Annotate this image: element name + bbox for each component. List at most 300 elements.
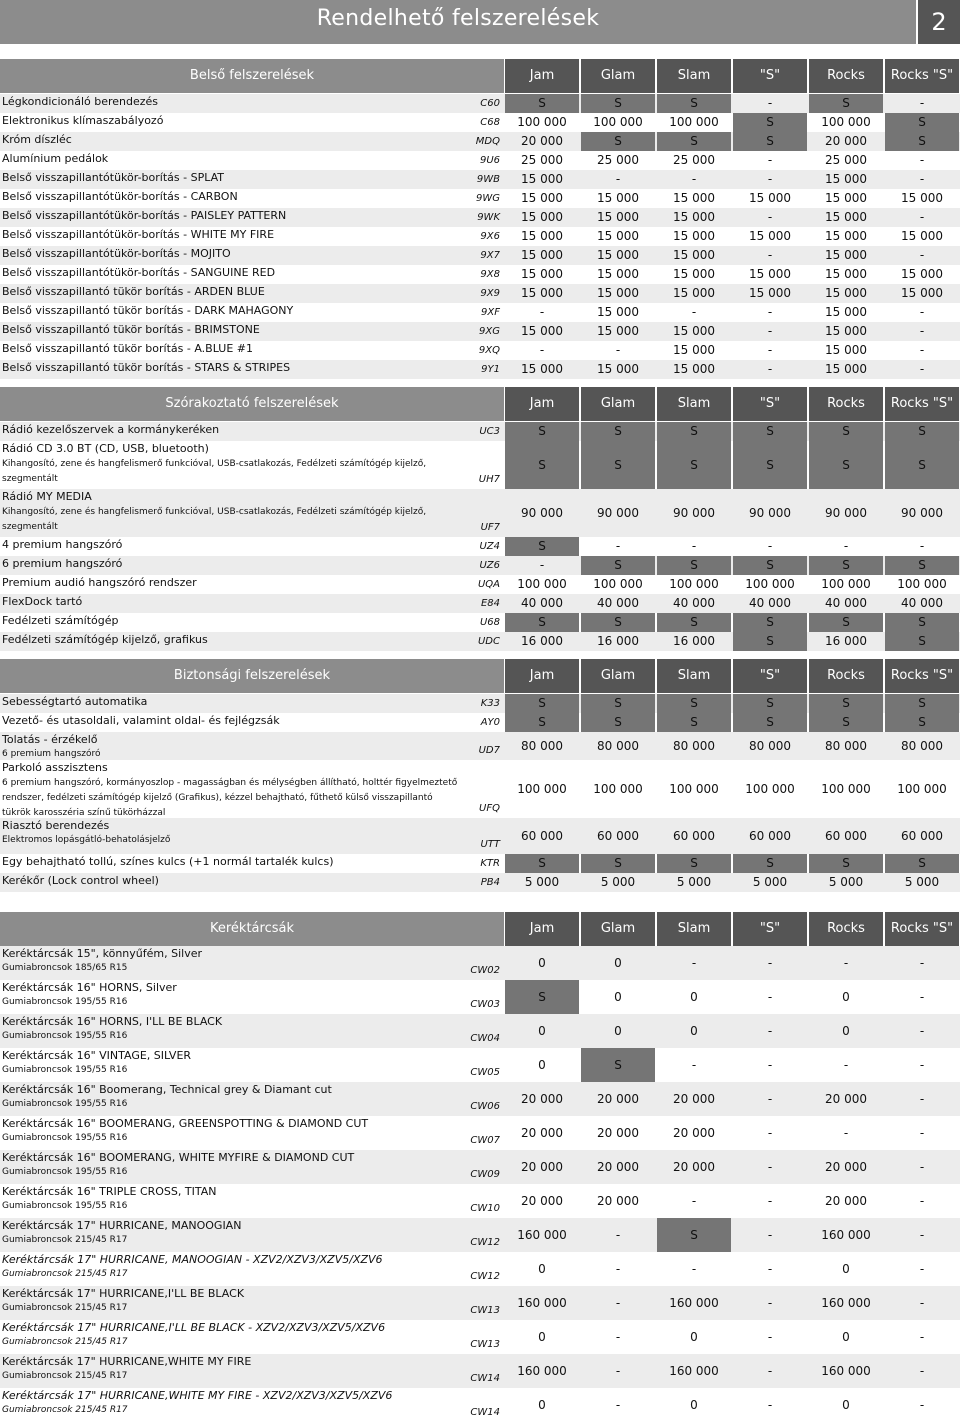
price-cell: - — [539, 305, 545, 319]
row-label: Rádió kezelőszervek a kormánykeréken — [2, 423, 220, 436]
table-row — [0, 732, 960, 760]
price-cell: - — [767, 324, 773, 338]
price-cell: - — [919, 1092, 925, 1106]
table-row — [0, 208, 960, 227]
price-cell: 20 000 — [521, 1092, 563, 1106]
price-cell: 160 000 — [517, 1228, 567, 1242]
table-row — [0, 341, 960, 360]
price-cell: 80 000 — [749, 739, 791, 753]
price-cell: S — [885, 854, 959, 873]
price-cell: - — [615, 1262, 621, 1276]
table-row — [0, 1218, 960, 1252]
price-cell: S — [581, 713, 655, 732]
row-sublabel: Gumiabroncsok 195/55 R16 — [2, 1065, 128, 1075]
option-code: 9X9 — [480, 288, 500, 299]
table-row — [0, 422, 960, 441]
price-cell: 15 000 — [597, 362, 639, 376]
price-cell: - — [767, 305, 773, 319]
row-sublabel: Gumiabroncsok 195/55 R16 — [2, 1133, 128, 1143]
table-row — [0, 694, 960, 713]
row-label: Belső visszapillantótükör-borítás - SPLAT — [2, 171, 224, 184]
option-code: CW13 — [470, 1305, 500, 1316]
price-cell: 25 000 — [825, 153, 867, 167]
price-cell: - — [615, 1398, 621, 1412]
price-cell: S — [885, 713, 959, 732]
option-code: CW14 — [470, 1407, 500, 1418]
price-cell: 40 000 — [673, 596, 715, 610]
table-row — [0, 1082, 960, 1116]
price-cell: 16 000 — [825, 634, 867, 648]
row-label: Fedélzeti számítógép kijelző, grafikus — [2, 633, 208, 646]
price-cell: 15 000 — [901, 191, 943, 205]
price-cell: S — [657, 1218, 731, 1252]
column-header: Rocks — [809, 659, 883, 693]
price-cell: 15 000 — [521, 229, 563, 243]
price-cell: 100 000 — [593, 782, 643, 796]
price-cell: 5 000 — [904, 875, 940, 889]
price-cell: S — [505, 694, 579, 713]
option-code: C60 — [480, 98, 500, 109]
row-sublabel: Gumiabroncsok 195/55 R16 — [2, 997, 128, 1007]
table-row — [0, 322, 960, 341]
table-row — [0, 873, 960, 892]
option-code: PB4 — [480, 877, 500, 888]
row-label: Belső visszapillantó tükör borítás - A.BLUE #1 — [2, 342, 253, 355]
price-cell: - — [843, 1058, 849, 1072]
price-cell: 0 — [842, 1398, 850, 1412]
price-cell: S — [581, 132, 655, 151]
table-row — [0, 556, 960, 575]
column-header: Rocks "S" — [885, 59, 959, 93]
price-cell: 160 000 — [517, 1364, 567, 1378]
page-number: 2 — [918, 0, 960, 44]
option-code: CW03 — [470, 999, 500, 1010]
price-cell: 20 000 — [825, 1160, 867, 1174]
column-header: Jam — [505, 387, 579, 421]
option-code: CW05 — [470, 1067, 500, 1078]
price-cell: 40 000 — [521, 596, 563, 610]
column-header: Rocks "S" — [885, 912, 959, 946]
price-cell: - — [691, 539, 697, 553]
table-row — [0, 613, 960, 632]
price-cell: 15 000 — [749, 267, 791, 281]
price-cell: 15 000 — [673, 343, 715, 357]
price-cell: 90 000 — [521, 506, 563, 520]
price-cell: 15 000 — [673, 267, 715, 281]
price-cell: 16 000 — [673, 634, 715, 648]
column-header: Glam — [581, 59, 655, 93]
price-cell: 20 000 — [825, 1092, 867, 1106]
price-cell: 20 000 — [521, 1194, 563, 1208]
price-cell: - — [843, 956, 849, 970]
price-cell: - — [919, 539, 925, 553]
price-cell: 20 000 — [673, 1160, 715, 1174]
column-header: Jam — [505, 659, 579, 693]
price-cell: 20 000 — [521, 134, 563, 148]
price-cell: 40 000 — [825, 596, 867, 610]
row-sublabel: Gumiabroncsok 195/55 R16 — [2, 1031, 128, 1041]
price-cell: 0 — [842, 1262, 850, 1276]
price-cell: 0 — [538, 1058, 546, 1072]
table-row — [0, 265, 960, 284]
row-label: Premium audió hangszóró rendszer — [2, 576, 197, 589]
price-cell: - — [767, 362, 773, 376]
title-bar — [0, 0, 916, 44]
price-cell: - — [919, 1126, 925, 1140]
option-code: UTT — [480, 839, 500, 850]
price-cell: 20 000 — [521, 1126, 563, 1140]
option-code: CW02 — [470, 965, 500, 976]
price-cell: - — [691, 172, 697, 186]
price-cell: 100 000 — [517, 782, 567, 796]
price-cell: S — [809, 556, 883, 575]
section-header — [0, 912, 960, 946]
price-cell: 15 000 — [597, 286, 639, 300]
price-cell: 40 000 — [901, 596, 943, 610]
price-cell: S — [733, 441, 807, 489]
row-sublabel: Gumiabroncsok 215/45 R17 — [2, 1337, 128, 1347]
column-header: Rocks "S" — [885, 659, 959, 693]
price-cell: S — [885, 694, 959, 713]
price-cell: 15 000 — [825, 267, 867, 281]
price-cell: 100 000 — [669, 115, 719, 129]
price-cell: - — [767, 539, 773, 553]
price-cell: S — [885, 613, 959, 632]
price-cell: 15 000 — [521, 286, 563, 300]
row-label: Belső visszapillantó tükör borítás - DARK MAHAGONY — [2, 304, 294, 317]
option-code: E84 — [480, 598, 500, 609]
price-cell: 100 000 — [897, 577, 947, 591]
table-row — [0, 1048, 960, 1082]
option-code: 9WG — [476, 193, 500, 204]
row-sublabel: Gumiabroncsok 215/45 R17 — [2, 1269, 128, 1279]
row-sublabel: Gumiabroncsok 195/55 R16 — [2, 1099, 128, 1109]
row-label: Belső visszapillantótükör-borítás - WHITE MY FIRE — [2, 228, 275, 241]
option-code: CW07 — [470, 1135, 500, 1146]
price-cell: 90 000 — [673, 506, 715, 520]
row-label: Fedélzeti számítógép — [2, 614, 119, 627]
row-label: Légkondicionáló berendezés — [2, 95, 159, 108]
price-cell: 60 000 — [749, 829, 791, 843]
table-row — [0, 489, 960, 537]
row-label: Belső visszapillantó tükör borítás - BRIMSTONE — [2, 323, 260, 336]
price-cell: 20 000 — [825, 134, 867, 148]
price-cell: 25 000 — [597, 153, 639, 167]
price-cell: 15 000 — [597, 191, 639, 205]
option-code: 9XF — [481, 307, 500, 318]
row-label: Rádió CD 3.0 BT (CD, USB, bluetooth) — [2, 442, 209, 455]
price-cell: - — [919, 1330, 925, 1344]
row-label: Keréktárcsák 16" VINTAGE, SILVER — [2, 1049, 192, 1062]
price-cell: S — [657, 613, 731, 632]
row-sublabel: Elektromos lopásgátló-behatolásjelző — [2, 835, 171, 845]
price-cell: 15 000 — [673, 248, 715, 262]
price-cell: - — [615, 172, 621, 186]
price-cell: 15 000 — [901, 267, 943, 281]
price-cell: 15 000 — [825, 286, 867, 300]
price-cell: 90 000 — [825, 506, 867, 520]
price-cell: - — [615, 343, 621, 357]
option-code: AY0 — [480, 717, 500, 728]
option-code: 9WK — [477, 212, 500, 223]
row-label: Belső visszapillantó tükör borítás - STARS & STRIPES — [2, 361, 291, 374]
price-cell: 15 000 — [597, 305, 639, 319]
option-code: UQA — [477, 579, 500, 590]
price-cell: S — [581, 94, 655, 113]
section-title: Szórakoztató felszerelések — [0, 387, 504, 421]
price-cell: - — [767, 1058, 773, 1072]
row-label: Belső visszapillantótükör-borítás - PAISLEY PATTERN — [2, 209, 287, 222]
price-cell: - — [691, 956, 697, 970]
row-label: Keréktárcsák 16" BOOMERANG, GREENSPOTTING & DIAMOND CUT — [2, 1117, 369, 1130]
row-label: Keréktárcsák 16" BOOMERANG, WHITE MYFIRE & DIAMOND CUT — [2, 1151, 355, 1164]
price-cell: - — [919, 248, 925, 262]
price-cell: S — [809, 94, 883, 113]
price-cell: - — [843, 1126, 849, 1140]
option-code: UF7 — [480, 522, 500, 533]
price-cell: 15 000 — [825, 229, 867, 243]
row-label: Belső visszapillantótükör-borítás - MOJITO — [2, 247, 231, 260]
price-cell: 20 000 — [521, 1160, 563, 1174]
price-cell: 0 — [690, 990, 698, 1004]
table-row — [0, 1184, 960, 1218]
price-cell: 90 000 — [749, 506, 791, 520]
price-cell: - — [691, 1194, 697, 1208]
table-row — [0, 132, 960, 151]
row-label: Keréktárcsák 17" HURRICANE,I'LL BE BLACK - XZV2/XZV3/XZV5/XZV6 — [2, 1321, 386, 1334]
price-cell: S — [505, 537, 579, 556]
price-cell: 0 — [538, 1398, 546, 1412]
price-cell: 15 000 — [825, 248, 867, 262]
price-cell: 20 000 — [673, 1126, 715, 1140]
row-label: Keréktárcsák 16" TRIPLE CROSS, TITAN — [2, 1185, 217, 1198]
row-label: Tolatás - érzékelő — [2, 733, 98, 746]
price-cell: S — [657, 854, 731, 873]
price-cell: 5 000 — [524, 875, 560, 889]
table-row — [0, 360, 960, 379]
price-cell: - — [767, 1126, 773, 1140]
option-code: CW09 — [470, 1169, 500, 1180]
price-cell: 100 000 — [593, 115, 643, 129]
price-cell: 40 000 — [749, 596, 791, 610]
price-cell: - — [767, 1330, 773, 1344]
price-cell: S — [581, 694, 655, 713]
price-cell: - — [767, 956, 773, 970]
price-cell: 16 000 — [521, 634, 563, 648]
page-title: Rendelhető felszerelések — [316, 6, 600, 31]
price-cell: 15 000 — [825, 191, 867, 205]
table-row — [0, 713, 960, 732]
table-row — [0, 594, 960, 613]
table-row — [0, 1014, 960, 1048]
row-sublabel: Gumiabroncsok 195/55 R16 — [2, 1167, 128, 1177]
price-cell: - — [767, 153, 773, 167]
price-cell: 160 000 — [517, 1296, 567, 1310]
price-cell: 0 — [614, 990, 622, 1004]
price-cell: S — [505, 613, 579, 632]
price-cell: S — [657, 556, 731, 575]
column-header: Slam — [657, 59, 731, 93]
price-cell: 160 000 — [669, 1296, 719, 1310]
row-sublabel: Gumiabroncsok 215/45 R17 — [2, 1303, 128, 1313]
price-cell: 80 000 — [901, 739, 943, 753]
price-cell: 100 000 — [669, 782, 719, 796]
row-sublabel: 6 premium hangszóró — [2, 749, 101, 759]
row-label: Elektronikus klímaszabályozó — [2, 114, 164, 127]
table-row — [0, 1320, 960, 1354]
price-cell: - — [539, 558, 545, 572]
price-cell: 16 000 — [597, 634, 639, 648]
table-row — [0, 227, 960, 246]
option-code: 9XG — [479, 326, 500, 337]
column-header: Rocks "S" — [885, 387, 959, 421]
price-cell: 100 000 — [897, 782, 947, 796]
row-label: Rádió MY MEDIA — [2, 490, 92, 503]
price-cell: S — [733, 613, 807, 632]
table-row — [0, 1150, 960, 1184]
price-cell: - — [919, 305, 925, 319]
table-row — [0, 575, 960, 594]
price-cell: - — [919, 362, 925, 376]
price-cell: S — [657, 422, 731, 441]
price-cell: 0 — [614, 956, 622, 970]
row-label: 4 premium hangszóró — [2, 538, 123, 551]
option-code: UC3 — [479, 426, 500, 437]
row-sublabel: Kihangosító, zene és hangfelismerő funkcióval, USB-csatlakozás, Fedélzeti számítógép kijelző, szegmentált — [2, 507, 427, 532]
price-cell: - — [919, 956, 925, 970]
price-cell: S — [581, 556, 655, 575]
price-cell: S — [505, 441, 579, 489]
price-cell: 15 000 — [597, 267, 639, 281]
price-cell: 20 000 — [597, 1194, 639, 1208]
row-label: Króm díszléc — [2, 133, 72, 146]
table-row — [0, 441, 960, 489]
option-code: UDC — [477, 636, 500, 647]
table-row — [0, 946, 960, 980]
table-row — [0, 980, 960, 1014]
price-cell: 15 000 — [673, 191, 715, 205]
price-cell: 15 000 — [597, 324, 639, 338]
price-cell: S — [885, 113, 959, 132]
price-cell: S — [733, 422, 807, 441]
column-header: "S" — [733, 912, 807, 946]
price-cell: S — [581, 422, 655, 441]
price-cell: 100 000 — [745, 577, 795, 591]
column-header: Glam — [581, 912, 655, 946]
price-cell: 15 000 — [597, 248, 639, 262]
price-cell: S — [505, 713, 579, 732]
price-cell: 20 000 — [597, 1092, 639, 1106]
price-cell: S — [657, 441, 731, 489]
option-code: U68 — [479, 617, 500, 628]
table-row — [0, 189, 960, 208]
column-header: Rocks — [809, 387, 883, 421]
row-label: Keréktárcsák 15", könnyűfém, Silver — [2, 947, 202, 960]
row-label: 6 premium hangszóró — [2, 557, 123, 570]
price-cell: - — [919, 1058, 925, 1072]
price-cell: - — [767, 343, 773, 357]
price-cell: - — [767, 1262, 773, 1276]
price-cell: 0 — [690, 1398, 698, 1412]
column-header: Slam — [657, 659, 731, 693]
price-cell: - — [767, 1194, 773, 1208]
price-cell: 0 — [538, 956, 546, 970]
row-sublabel: Kihangosító, zene és hangfelismerő funkcióval, USB-csatlakozás, Fedélzeti számítógép kijelző, szegmentált — [2, 459, 427, 484]
price-cell: - — [919, 153, 925, 167]
table-row — [0, 151, 960, 170]
price-cell: S — [885, 422, 959, 441]
price-cell: 20 000 — [597, 1160, 639, 1174]
price-cell: S — [733, 113, 807, 132]
option-code: CW14 — [470, 1373, 500, 1384]
table-row — [0, 1388, 960, 1422]
row-label: Keréktárcsák 17" HURRICANE,WHITE MY FIRE — [2, 1355, 252, 1368]
option-code: C68 — [480, 117, 500, 128]
row-label: Sebességtartó automatika — [2, 695, 148, 708]
price-cell: - — [767, 210, 773, 224]
price-cell: 0 — [842, 1024, 850, 1038]
price-cell: - — [919, 172, 925, 186]
price-cell: S — [581, 854, 655, 873]
row-sublabel: Gumiabroncsok 215/45 R17 — [2, 1235, 128, 1245]
price-cell: 0 — [538, 1262, 546, 1276]
table-row — [0, 94, 960, 113]
section-header — [0, 387, 960, 421]
price-cell: 25 000 — [673, 153, 715, 167]
table-row — [0, 246, 960, 265]
column-header: Slam — [657, 912, 731, 946]
option-code: UZ6 — [479, 560, 500, 571]
price-cell: - — [767, 990, 773, 1004]
row-label: FlexDock tartó — [2, 595, 83, 608]
option-code: 9X8 — [480, 269, 500, 280]
price-cell: 80 000 — [521, 739, 563, 753]
price-cell: S — [505, 854, 579, 873]
price-cell: - — [767, 1160, 773, 1174]
price-cell: 60 000 — [901, 829, 943, 843]
option-code: UFQ — [479, 803, 500, 814]
price-cell: S — [657, 132, 731, 151]
price-cell: 80 000 — [597, 739, 639, 753]
option-code: CW13 — [470, 1339, 500, 1350]
price-cell: 100 000 — [517, 115, 567, 129]
price-cell: 80 000 — [825, 739, 867, 753]
price-cell: 20 000 — [673, 1092, 715, 1106]
price-cell: 60 000 — [597, 829, 639, 843]
table-row — [0, 854, 960, 873]
price-cell: - — [919, 96, 925, 110]
price-cell: 160 000 — [821, 1228, 871, 1242]
table-row — [0, 632, 960, 651]
price-cell: 60 000 — [825, 829, 867, 843]
price-cell: 0 — [842, 1330, 850, 1344]
price-cell: S — [505, 94, 579, 113]
price-cell: 15 000 — [521, 191, 563, 205]
price-cell: S — [733, 132, 807, 151]
price-cell: 160 000 — [821, 1364, 871, 1378]
price-cell: 40 000 — [597, 596, 639, 610]
table-row — [0, 760, 960, 818]
price-cell: - — [843, 539, 849, 553]
column-header: Jam — [505, 59, 579, 93]
table-row — [0, 1252, 960, 1286]
row-sublabel: 6 premium hangszóró, kormányoszlop - magasságban és mélységben állítható, holttér figyelmeztető rendszer, fedélzeti számítógép kijelző (Grafikus), kézzel behajtható, fűthető külső visszapillantó tükrök karosszéria színű tükörházzal — [2, 778, 458, 818]
price-cell: S — [581, 613, 655, 632]
column-header: "S" — [733, 59, 807, 93]
price-cell: S — [581, 1048, 655, 1082]
option-code: 9Y1 — [481, 364, 500, 375]
price-cell: 5 000 — [600, 875, 636, 889]
